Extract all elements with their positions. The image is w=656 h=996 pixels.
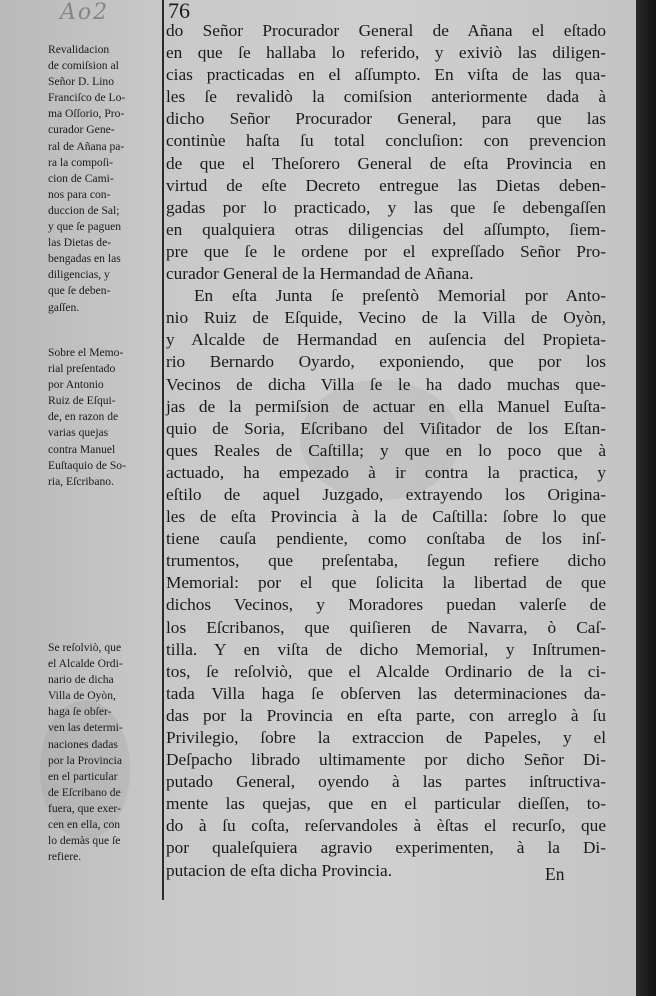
text-line: Deſpacho librado ultimamente por dicho Señor Di- bbox=[166, 750, 606, 770]
text-line: ques Reales de Caſtilla; y que en lo poco que à bbox=[166, 440, 606, 460]
margin-note-line: por la Provincia bbox=[48, 753, 123, 767]
margin-note-line: duccion de Sal; bbox=[48, 203, 120, 217]
text-line: tilla. Y en viſta de dicho Memorial, y Inſtrumen- bbox=[166, 639, 606, 659]
margin-note-line: en el particular bbox=[48, 769, 118, 783]
margin-note-line: fuera, que exer- bbox=[48, 801, 121, 815]
paragraph-1 bbox=[166, 20, 606, 285]
text-line: de que el Theſorero General de eſta Provincia en bbox=[166, 153, 606, 173]
margin-note-line: Señor D. Lino bbox=[48, 75, 115, 89]
margin-note-line: bengadas en las bbox=[48, 252, 121, 266]
margin-note-line: que ſe deben- bbox=[48, 284, 111, 298]
margin-note-line: nario de dicha bbox=[48, 673, 114, 687]
text-line: nio Ruiz de Eſquide, Vecino de la Villa de Oyòn, bbox=[166, 308, 606, 328]
margin-note-line: haga ſe obſer- bbox=[48, 705, 112, 719]
margin-note-line: ria, Eſcribano. bbox=[48, 474, 114, 488]
margin-note-line: contra Manuel bbox=[48, 442, 116, 456]
text-line: tos, ſe reſolviò, que el Alcalde Ordinario de la ci- bbox=[166, 661, 606, 681]
margin-note-line: el Alcalde Ordi- bbox=[48, 657, 123, 671]
margin-note-line: Villa de Oyòn, bbox=[48, 689, 116, 703]
text-line: mente las quejas, que en el particular dieſſen, to- bbox=[166, 794, 606, 814]
text-line: putado General, oyendo à las partes inſtructiva- bbox=[166, 772, 606, 792]
text-line: en que ſe hallaba lo referido, y exiviò las diligen- bbox=[166, 43, 606, 63]
margin-note-line: Ruiz de Eſqui- bbox=[48, 394, 116, 408]
margin-note-line: ven las determi- bbox=[48, 721, 123, 735]
margin-note-line: de, en razon de bbox=[48, 410, 119, 424]
text-line: cias practicadas en el aſſumpto. En viſta de las qua- bbox=[166, 65, 606, 85]
margin-note-line: cion de Cami- bbox=[48, 171, 114, 185]
margin-note-line: lo demàs que ſe bbox=[48, 834, 121, 848]
text-line: por qualeſquiera agravio experimenten, à la Di- bbox=[166, 838, 606, 858]
margin-note-line: Se reſolviò, que bbox=[48, 641, 122, 654]
text-line: les ſe revalidò la comiſsion anteriormente dada à bbox=[166, 87, 606, 107]
margin-note-line: nos para con- bbox=[48, 187, 111, 201]
text-line: dichos Vecinos, y Moradores puedan valerſe de bbox=[166, 595, 606, 615]
text-line: do à ſu coſta, reſervandoles à èſtas el recurſo, que bbox=[166, 816, 606, 836]
corner-mark: Ao2 bbox=[60, 0, 110, 25]
catchword: En bbox=[545, 864, 565, 884]
margin-note-line: ma Oſſorio, Pro- bbox=[48, 107, 125, 121]
text-line: curador General de la Hermandad de Añana. bbox=[166, 264, 474, 284]
text-line: Vecinos de dicha Villa ſe le ha dado muchas que- bbox=[166, 374, 606, 394]
text-line: Privilegio, ſobre la extraccion de Papeles, y el bbox=[166, 728, 606, 747]
text-line: trumentos, que preſentaba, ſegun refiere dicho bbox=[166, 551, 606, 571]
page-number: 76 bbox=[168, 0, 190, 23]
text-line: pre que ſe le ordene por el expreſſado Señor Pro- bbox=[166, 241, 606, 261]
show-through-text bbox=[102, 580, 162, 594]
margin-note-line: refiere. bbox=[48, 850, 82, 864]
text-line: los Eſcribanos, que quiſieren de Navarra, ò Caſ- bbox=[166, 617, 606, 637]
margin-note-line: y que ſe paguen bbox=[48, 220, 122, 234]
margin-note-line: diligencias, y bbox=[48, 268, 110, 282]
text-line: les de eſta Provincia à la de Caſtilla: ſobre lo que bbox=[166, 507, 606, 527]
margin-note-line: gaſſen. bbox=[48, 300, 80, 314]
margin-note-line: varias quejas bbox=[48, 426, 109, 440]
margin-note-revalidacion bbox=[48, 42, 156, 316]
margin-note-line: las Dietas de- bbox=[48, 236, 112, 250]
text-line: Memorial: por el que ſolicita la libertad de que bbox=[166, 573, 606, 593]
text-line: dicho Señor Procurador General, para que las bbox=[166, 109, 606, 129]
margin-note-line: por Antonio bbox=[48, 378, 104, 392]
margin-note-line: de Eſcribano de bbox=[48, 785, 121, 799]
text-line: actuado, ha empezado à ir contra la practica, y bbox=[166, 462, 606, 482]
text-line: jas de la permiſsion de actuar en ella Manuel Euſta- bbox=[166, 396, 606, 416]
text-line: tiene cauſa pendiente, como conſtaba de los inſ- bbox=[166, 529, 606, 549]
margin-note-memorial bbox=[48, 345, 156, 490]
text-line: continùe haſta ſu total concluſion: con prevencion bbox=[166, 131, 606, 151]
text-line: putacion de eſta dicha Provincia. bbox=[166, 860, 393, 880]
margin-note-line: naciones dadas bbox=[48, 737, 118, 751]
text-line: tada Villa haga ſe obſerven las determinaciones da- bbox=[166, 683, 606, 703]
text-line: rio Bernardo Oyardo, exponiendo, que por los bbox=[166, 352, 606, 372]
margin-note-line: ra la compoſi- bbox=[48, 155, 114, 169]
text-line: das por la Provincia en eſta parte, con arreglo à ſu bbox=[166, 705, 606, 725]
margin-note-line: de comiſsion al bbox=[48, 59, 119, 73]
text-line: En eſta Junta ſe preſentò Memorial por Anto- bbox=[194, 286, 606, 306]
margin-note-line: Sobre el Memo- bbox=[48, 346, 124, 359]
margin-note-line: ral de Añana pa- bbox=[48, 139, 125, 153]
margin-note-line: Euſtaquio de So- bbox=[48, 458, 126, 472]
margin-note-resolucion bbox=[48, 640, 156, 865]
scan-edge bbox=[636, 0, 656, 996]
margin-note-line: Revalidacion bbox=[48, 43, 110, 56]
margin-note-line: rial preſentado bbox=[48, 362, 116, 376]
margin-note-line: curador Gene- bbox=[48, 123, 115, 137]
text-line: gadas por lo practicado, y las que ſe debengaſſen bbox=[166, 197, 606, 217]
margin-note-line: cen en ella, con bbox=[48, 818, 121, 832]
margin-rule bbox=[162, 0, 164, 900]
text-line: y Alcalde de Hermandad en auſencia del Propieta- bbox=[166, 330, 606, 350]
text-line: virtud de eſte Decreto entregue las Dietas deben- bbox=[166, 175, 606, 195]
margin-note-line: Franciſco de Lo- bbox=[48, 91, 126, 105]
text-line: quio de Soria, Eſcribano del Viſitador de los Eſtan- bbox=[166, 418, 606, 438]
paragraph-2 bbox=[166, 285, 606, 882]
main-text bbox=[166, 20, 606, 882]
text-line: en qualquiera otras diligencias del aſſumpto, ſiem- bbox=[166, 219, 606, 239]
text-line: eſtilo de aquel Juzgado, extrayendo los Origina- bbox=[166, 484, 606, 504]
text-line: do Señor Procurador General de Añana el eſtado bbox=[166, 21, 606, 40]
